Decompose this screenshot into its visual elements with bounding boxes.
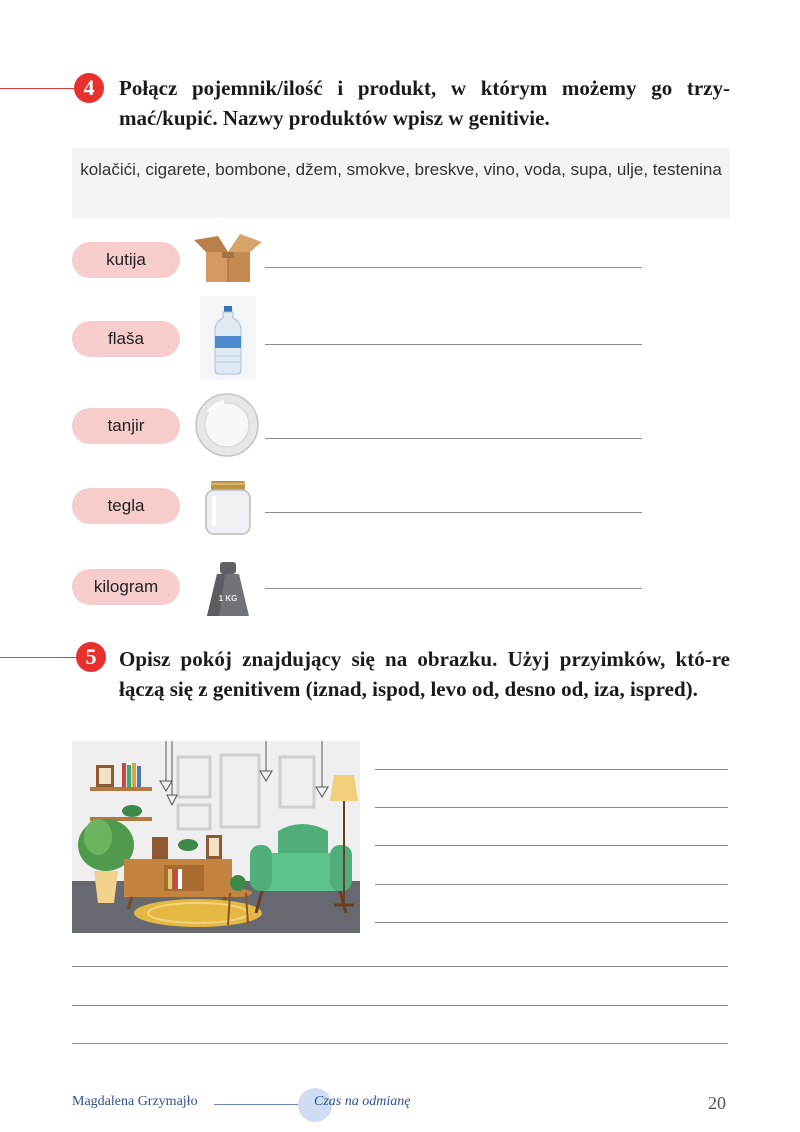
answer-line[interactable] (265, 267, 642, 268)
cardboard-box-icon (192, 230, 264, 286)
writing-line[interactable] (72, 1005, 728, 1006)
task5-number-badge: 5 (76, 642, 106, 672)
water-bottle-icon (200, 296, 256, 380)
writing-line[interactable] (72, 966, 728, 967)
task4-instruction: Połącz pojemnik/ilość i produkt, w którym możemy go trzy-mać/kupić. Nazwy produktów wpisz w genitivie. (119, 76, 730, 130)
page-number: 20 (708, 1093, 726, 1113)
label-tegla: tegla (72, 488, 180, 524)
task5-red-rule (0, 657, 78, 658)
answer-line[interactable] (265, 588, 642, 589)
footer-book-title: Czas na odmianę (314, 1094, 411, 1109)
label-kilogram: kilogram (72, 569, 180, 605)
answer-line[interactable] (265, 512, 642, 513)
word-bank (72, 148, 730, 218)
writing-line[interactable] (375, 845, 728, 846)
label-tanjir: tanjir (72, 408, 180, 444)
task5-instruction: Opisz pokój znajdujący się na obrazku. Użyj przyimków, któ-re łączą się z genitivem (iznad, ispod, levo od, desno od, iza, ispred). (119, 647, 730, 701)
word-bank-text: kolačići, cigarete, bombone, džem, smokve, breskve, vino, voda, supa, ulje, testenina (80, 160, 722, 179)
label-kutija: kutija (72, 242, 180, 278)
writing-line[interactable] (375, 884, 728, 885)
task4-number-badge: 4 (74, 73, 104, 103)
writing-line[interactable] (375, 769, 728, 770)
answer-line[interactable] (265, 344, 642, 345)
weight-label: 1 KG (218, 594, 238, 603)
footer-author: Magdalena Grzymajło (72, 1094, 198, 1109)
writing-line[interactable] (375, 922, 728, 923)
writing-line[interactable] (72, 1043, 728, 1044)
room-illustration (72, 741, 360, 933)
task4-red-rule (0, 88, 78, 89)
footer-rule (214, 1104, 310, 1105)
plate-icon (194, 392, 260, 458)
jar-icon (202, 480, 254, 536)
answer-line[interactable] (265, 438, 642, 439)
weight-icon (205, 560, 251, 618)
writing-line[interactable] (375, 807, 728, 808)
label-flasa: flaša (72, 321, 180, 357)
